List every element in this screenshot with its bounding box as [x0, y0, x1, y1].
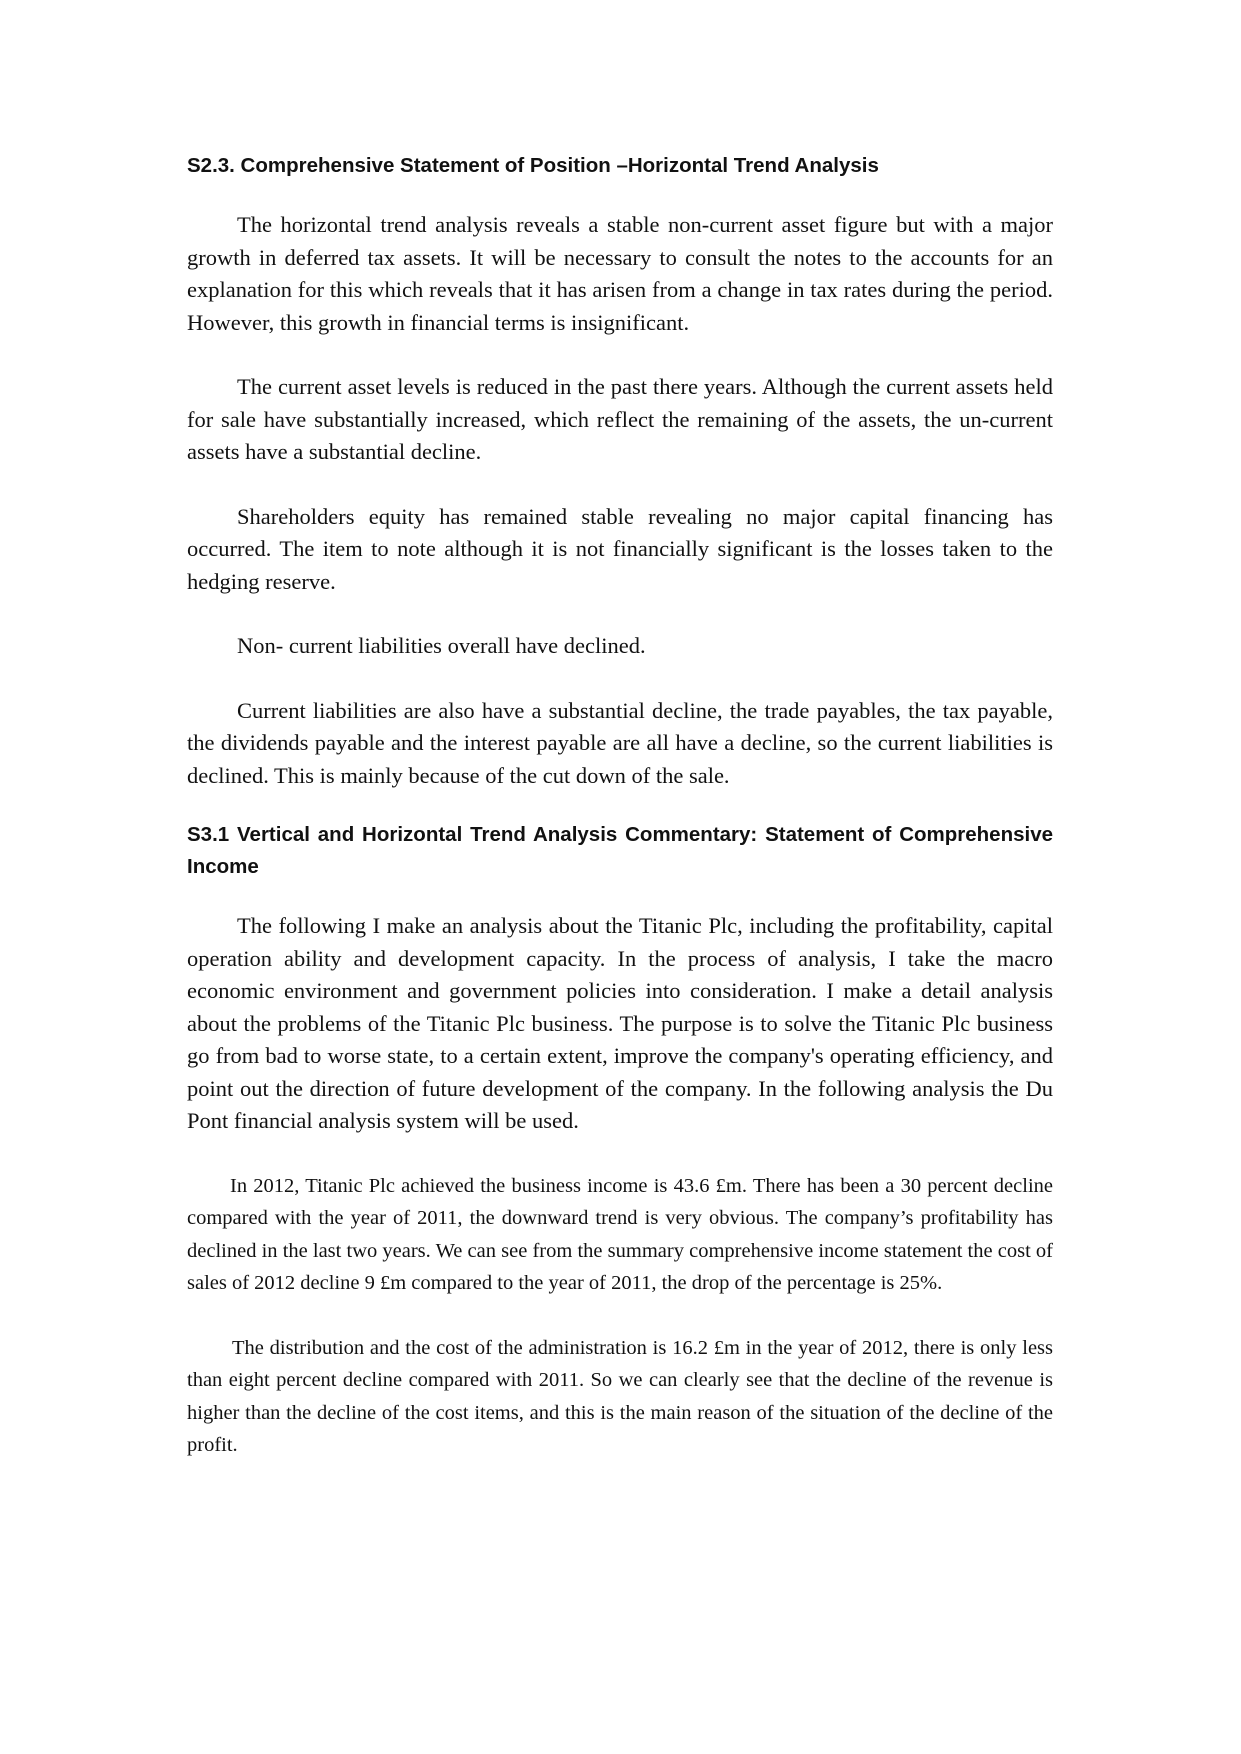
section-heading-s2-3: S2.3. Comprehensive Statement of Position –Horizontal Trend Analysis — [187, 154, 879, 177]
paragraph-non-current-liabilities: Non- current liabilities overall have declined. — [237, 633, 646, 658]
paragraph-distribution-administration-cost: The distribution and the cost of the administration is 16.2 £m in the year of 2012, there is only less than eight percent decline compared with 2011. So we can clearly see that the decline of the revenue is higher than the decline of the cost items, and this is the main reason of the situation of the decline of the profit. — [187, 1336, 1053, 1456]
paragraph-business-income-2012: In 2012, Titanic Plc achieved the business income is 43.6 £m. There has been a 30 percent decline compared with the year of 2011, the downward trend is very obvious. The company’s profitability has declined in the last two years. We can see from the summary comprehensive income statement the cost of sales of 2012 decline 9 £m compared to the year of 2011, the drop of the percentage is 25%. — [187, 1174, 1053, 1294]
paragraph-shareholders-equity: Shareholders equity has remained stable revealing no major capital financing has occurred. The item to note although it is not financially significant is the losses taken to the hedging reserve. — [187, 503, 1053, 594]
paragraph-current-assets: The current asset levels is reduced in the past there years. Although the current assets held for sale have substantially increased, which reflect the remaining of the assets, the un-current assets have a substantial decline. — [187, 374, 1053, 464]
paragraph-titanic-analysis-intro: The following I make an analysis about the Titanic Plc, including the profitability, capital operation ability and development capacity. In the process of analysis, I take the macro economic environment and government policies into consideration. I make a detail analysis about the problems of the Titanic Plc business. The purpose is to solve the Titanic Plc business go from bad to worse state, to a certain extent, improve the company's operating efficiency, and point out the direction of future development of the company. In the following analysis the Du Pont financial analysis system will be used. — [187, 913, 1053, 1133]
paragraph-current-liabilities: Current liabilities are also have a substantial decline, the trade payables, the tax payable, the dividends payable and the interest payable are all have a decline, so the current liabilities is declined. This is mainly because of the cut down of the sale. — [187, 697, 1053, 788]
paragraph-non-current-assets: The horizontal trend analysis reveals a stable non-current asset figure but with a major growth in deferred tax assets. It will be necessary to consult the notes to the accounts for an explanation for this which reveals that it has arisen from a change in tax rates during the period. However, this growth in financial terms is insignificant. — [187, 212, 1053, 335]
section-heading-s3-1: S3.1 Vertical and Horizontal Trend Analysis Commentary: Statement of Comprehensive Income — [187, 823, 1053, 878]
document-page — [187, 150, 1053, 1462]
